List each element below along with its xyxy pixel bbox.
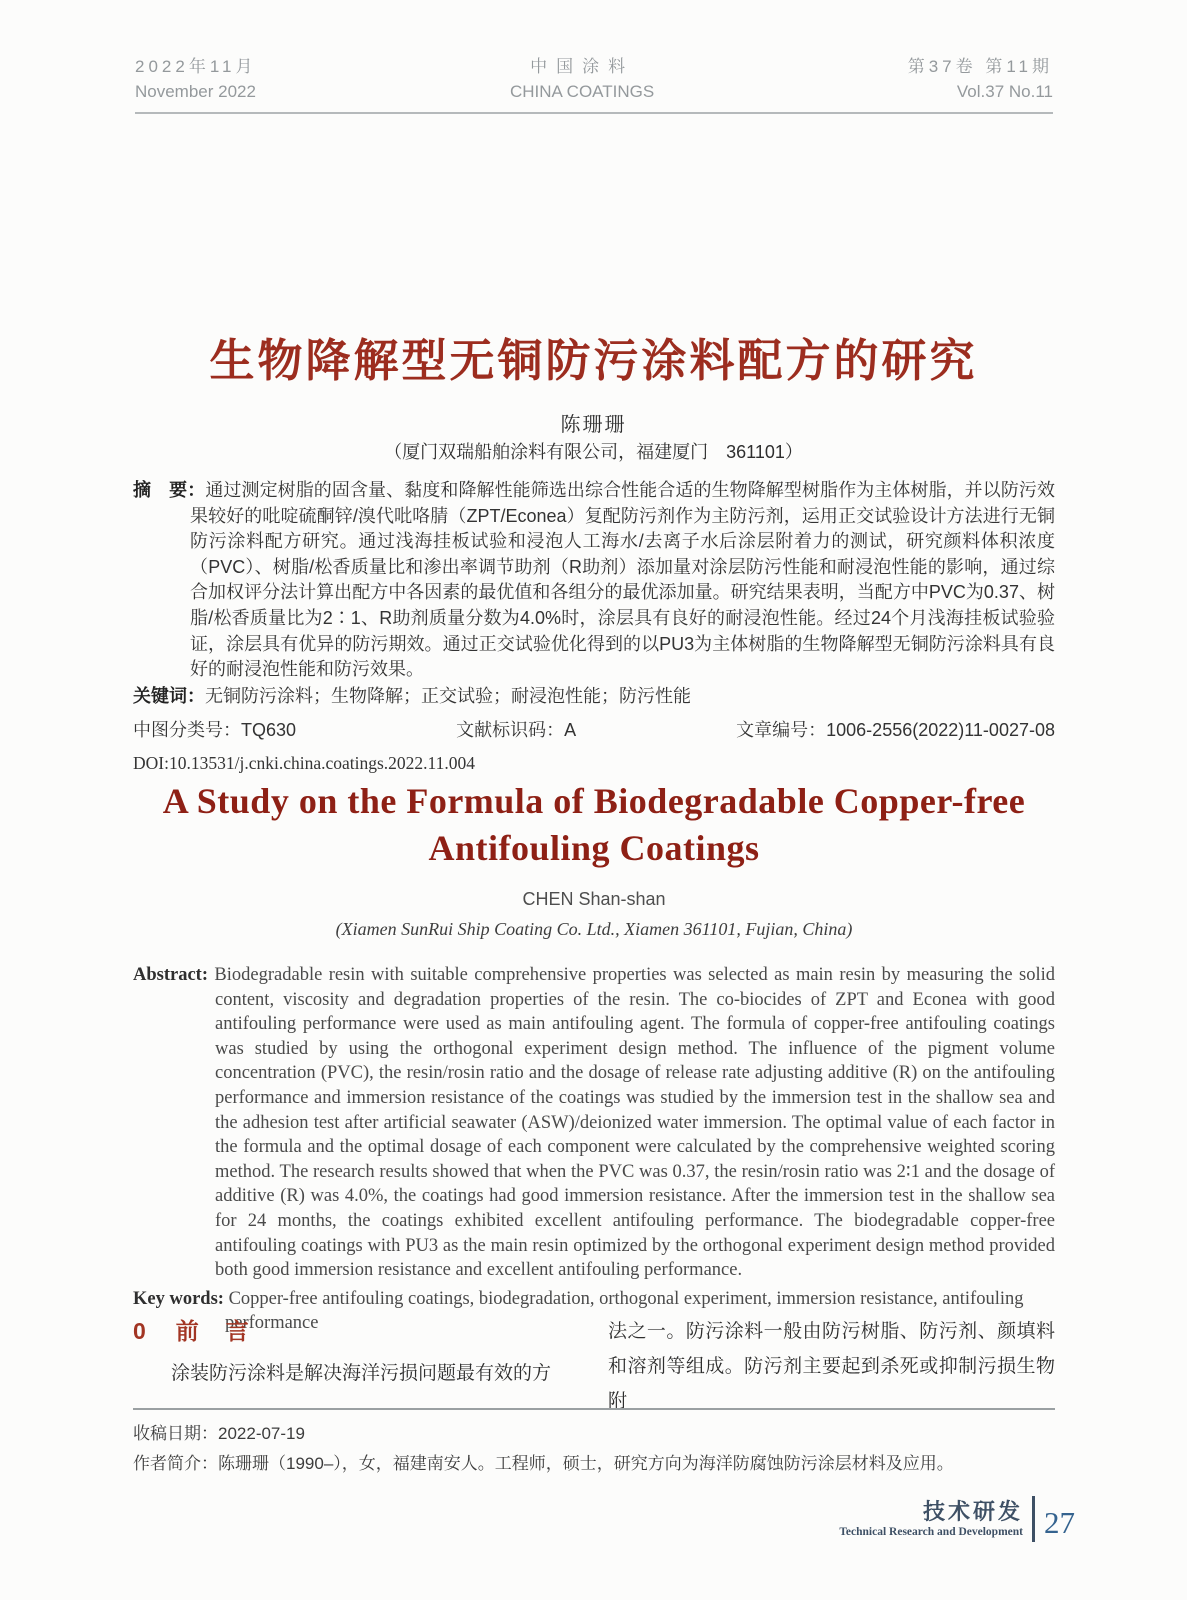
section-title: 前 言 — [175, 1318, 251, 1344]
introduction-section — [133, 1314, 1055, 1419]
doi: DOI:10.13531/j.cnki.china.coatings.2022.11.004 — [133, 752, 476, 773]
journal-name-zh: 中国涂料 — [530, 57, 635, 76]
intro-right-column — [608, 1314, 1055, 1419]
document-code: 文献标识码：A — [456, 720, 577, 741]
footer-page-badge — [839, 1492, 1075, 1546]
abstract-zh — [133, 478, 1055, 683]
header-issue-date — [135, 54, 256, 104]
footer-divider-bar — [1032, 1496, 1035, 1542]
keywords-label-en: Key words: — [133, 1288, 224, 1309]
intro-left-column — [133, 1314, 580, 1419]
keywords-text-zh: 无铜防污涂料；生物降解；正交试验；耐浸泡性能；防污性能 — [205, 685, 691, 706]
volume-issue-en: Vol.37 No.11 — [956, 82, 1053, 101]
volume-issue-zh: 第37卷 第11期 — [907, 57, 1053, 76]
article-title-en — [133, 778, 1055, 872]
footer-section-en: Technical Research and Development — [839, 1525, 1023, 1538]
footer-section-labels — [839, 1499, 1023, 1540]
section-number: 0 — [133, 1318, 148, 1344]
keywords-text-en: Copper-free antifouling coatings, biodegradation, orthogonal experiment, immersion resistance, antifouling performance — [225, 1288, 1024, 1334]
received-date: 收稿日期：2022-07-19 — [133, 1424, 305, 1443]
author-zh: 陈珊珊 — [560, 414, 627, 436]
abstract-text-en: Biodegradable resin with suitable comprehensive properties was selected as main resin by measuring the solid content, viscosity and degradation properties of the resin. The co-biocides of ZPT and Econea with good antifouling performance were used as main antifouling agent. The formula of copper-free antifouling coatings was studied by using the orthogonal experiment design method. The influence of the pigment volume concentration (PVC), the resin/rosin ratio and the dosage of release rate adjusting additive (R) on the antifouling performance and immersion resistance of the coatings was studied by the immersion test in the shallow sea and the adhesion test after artificial seawater (ASW)/deionized water immersion. The optimal value of each factor in the formula and the optimal dosage of each component were calculated by the comprehensive weighted scoring method. The research results showed that when the PVC was 0.37, the resin/rosin ratio was 2∶1 and the dosage of additive (R) was 4.0%, the coatings had good immersion resistance. After the immersion test in the shallow sea for 24 months, the coatings exhibited excellent antifouling performance. The biodegradable copper-free antifouling coatings with PU3 as the main resin optimized by the orthogonal experiment design method provided both good immersion resistance and excellent antifouling performance. — [214, 965, 1056, 1281]
keywords-zh — [133, 684, 1055, 710]
page-number: 27 — [1044, 1505, 1075, 1540]
journal-header — [135, 54, 1053, 114]
issue-date-en: November 2022 — [135, 82, 256, 101]
article-title-zh: 生物降解型无铜防污涂料配方的研究 — [209, 335, 978, 386]
abstract-label-en: Abstract: — [133, 965, 209, 985]
header-journal-name — [510, 54, 654, 104]
affiliation-en: (Xiamen SunRui Ship Coating Co. Ltd., Xiamen 361101, Fujian, China) — [335, 919, 853, 939]
author-bio: 作者简介：陈珊珊（1990–），女，福建南安人。工程师，硕士，研究方向为海洋防腐蚀防污涂层材料及应用。 — [133, 1454, 954, 1473]
abstract-text-zh: 通过测定树脂的固含量、黏度和降解性能筛选出综合性能合适的生物降解型树脂作为主体树脂，并以防污效果较好的吡啶硫酮锌/溴代吡咯腈（ZPT/Econea）复配防污剂作为主防污剂，运用正交试验设计方法进行无铜防污涂料配方研究。通过浅海挂板试验和浸泡人工海水/去离子水后涂层附着力的测试，研究颜料体积浓度（PVC）、树脂/松香质量比和渗出率调节助剂（R助剂）添加量对涂层防污性能和耐浸泡性能的影响，通过综合加权评分法计算出配方中各因素的最优值和各组分的最优添加量。研究结果表明，当配方中PVC为0.37、树脂/松香质量比为2∶1、R助剂质量分数为4.0%时，涂层具有良好的耐浸泡性能。经过24个月浅海挂板试验验证，涂层具有优异的防污期效。通过正交试验优化得到的以PU3为主体树脂的生物降解型无铜防污涂料具有良好的耐浸泡性能和防污效果。 — [190, 480, 1056, 680]
article-title-en-line2: Antifouling Coatings — [428, 828, 760, 868]
intro-paragraph-left: 涂装防污涂料是解决海洋污损问题最有效的方 — [171, 1363, 552, 1384]
footnote-block — [133, 1408, 1055, 1479]
author-en: CHEN Shan-shan — [522, 889, 666, 909]
abstract-label-zh: 摘 要： — [133, 480, 206, 500]
article-number: 文章编号：1006-2556(2022)11-0027-08 — [736, 720, 1055, 741]
issue-date-zh: 2022年11月 — [135, 57, 257, 76]
keywords-label-zh: 关键词： — [133, 685, 205, 706]
clc-number: 中图分类号：TQ630 — [133, 720, 297, 741]
intro-paragraph-right: 法之一。防污涂料一般由防污树脂、防污剂、颜填料和溶剂等组成。防污剂主要起到杀死或抑制污损生物附 — [608, 1321, 1055, 1412]
section-heading — [133, 1316, 580, 1346]
affiliation-zh: （厦门双瑞船舶涂料有限公司，福建厦门 361101） — [384, 442, 803, 462]
article-title-en-line1: A Study on the Formula of Biodegradable Copper-free — [162, 781, 1026, 821]
english-section — [133, 778, 1055, 1336]
front-matter-zh — [133, 478, 1055, 777]
abstract-en — [133, 963, 1055, 1283]
header-volume-issue — [908, 54, 1053, 104]
journal-name-en: CHINA COATINGS — [509, 82, 655, 101]
article-meta-row — [133, 718, 1055, 744]
footer-section-zh: 技术研发 — [922, 1498, 1023, 1524]
